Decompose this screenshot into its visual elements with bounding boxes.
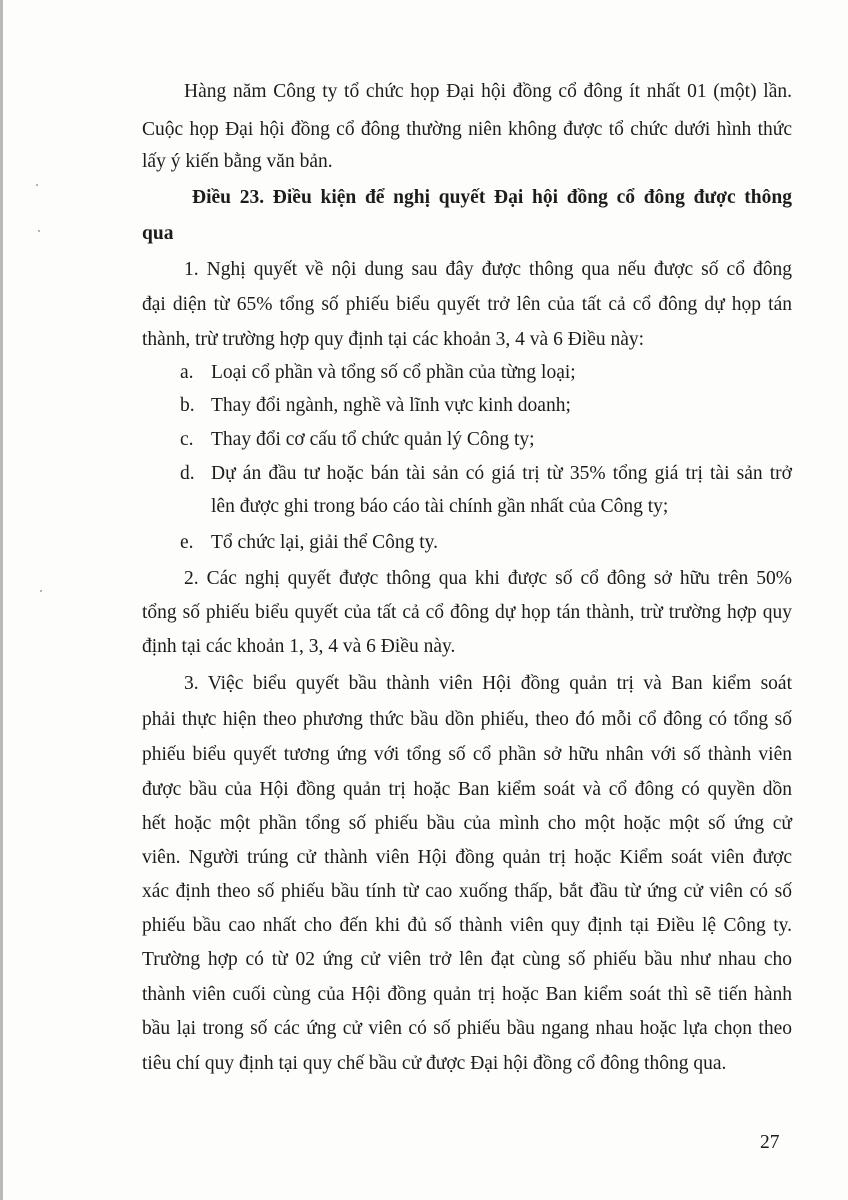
clause1-line-3: thành, trừ trường hợp quy định tại các khoản 3, 4 và 6 Điều này: [142,329,645,350]
clause3-line: được bầu của Hội đồng quản trị hoặc Ban kiểm soát và cổ đông có quyền dồn [142,779,792,800]
list-item-text-continued: lên được ghi trong báo cáo tài chính gần nhất của Công ty; [211,496,669,517]
scan-speck [40,590,42,592]
article-heading-line-1: Điều 23. Điều kiện để nghị quyết Đại hội đồng cổ đông được thông [192,187,792,208]
list-item-text: Loại cổ phần và tổng số cổ phần của từng loại; [211,362,576,383]
clause3-line: hết hoặc một phần tổng số phiếu bầu của mình cho một hoặc một số ứng cử [142,813,792,834]
page-number: 27 [760,1132,780,1153]
clause3-line: phiếu bầu cao nhất cho đến khi đủ số thành viên quy định tại Điều lệ Công ty. [142,915,792,936]
scan-speck [36,184,38,186]
scan-edge [0,0,3,1200]
clause2-line-3: định tại các khoản 1, 3, 4 và 6 Điều này. [142,636,456,657]
clause2-line-2: tổng số phiếu biểu quyết của tất cả cổ đông dự họp tán thành, trừ trường hợp quy [142,602,792,623]
list-item-text: Tổ chức lại, giải thể Công ty. [211,532,439,553]
intro-line-2: Cuộc họp Đại hội đồng cổ đông thường niên không được tổ chức dưới hình thức [142,119,792,140]
list-item-letter: b. [180,395,195,416]
intro-line-1: Hàng năm Công ty tổ chức họp Đại hội đồng cổ đông ít nhất 01 (một) lần. [184,81,792,102]
clause3-line-1: 3. Việc biểu quyết bầu thành viên Hội đồng quản trị và Ban kiểm soát [184,673,792,694]
clause3-line: viên. Người trúng cử thành viên Hội đồng quản trị hoặc Kiểm soát viên được [142,847,792,868]
article-heading-line-2: qua [142,223,174,244]
list-item-letter: a. [180,362,194,383]
list-item-letter: d. [180,463,195,484]
clause2-line-1: 2. Các nghị quyết được thông qua khi được số cổ đông sở hữu trên 50% [184,568,792,589]
clause3-line: bầu lại trong số các ứng cử viên có số phiếu bầu ngang nhau hoặc lựa chọn theo [142,1018,792,1039]
clause3-line-last: tiêu chí quy định tại quy chế bầu cử được Đại hội đồng cổ đông thông qua. [142,1053,727,1074]
list-item-letter: e. [180,532,194,553]
scan-speck [38,230,40,232]
clause3-line: Trường hợp có từ 02 ứng cử viên trở lên đạt cùng số phiếu bầu như nhau cho [142,949,792,970]
list-item-text: Thay đổi cơ cấu tổ chức quản lý Công ty; [211,429,535,450]
intro-line-3: lấy ý kiến bằng văn bản. [142,151,333,172]
clause1-line-1: 1. Nghị quyết về nội dung sau đây được thông qua nếu được số cổ đông [184,259,792,280]
clause3-line: phải thực hiện theo phương thức bầu dồn phiếu, theo đó mỗi cổ đông có tổng số [142,709,792,730]
list-item-letter: c. [180,429,194,450]
clause3-line: phiếu biểu quyết tương ứng với tổng số cổ phần sở hữu nhân với số thành viên [142,744,792,765]
clause1-line-2: đại diện từ 65% tổng số phiếu biểu quyết trở lên của tất cả cổ đông dự họp tán [142,294,792,315]
list-item-text: Dự án đầu tư hoặc bán tài sản có giá trị từ 35% tổng giá trị tài sản trở [211,463,792,484]
list-item-text: Thay đổi ngành, nghề và lĩnh vực kinh doanh; [211,395,571,416]
clause3-line: thành viên cuối cùng của Hội đồng quản trị hoặc Ban kiểm soát thì sẽ tiến hành [142,984,792,1005]
clause3-line: xác định theo số phiếu bầu tính từ cao xuống thấp, bắt đầu từ ứng cử viên có số [142,881,792,902]
